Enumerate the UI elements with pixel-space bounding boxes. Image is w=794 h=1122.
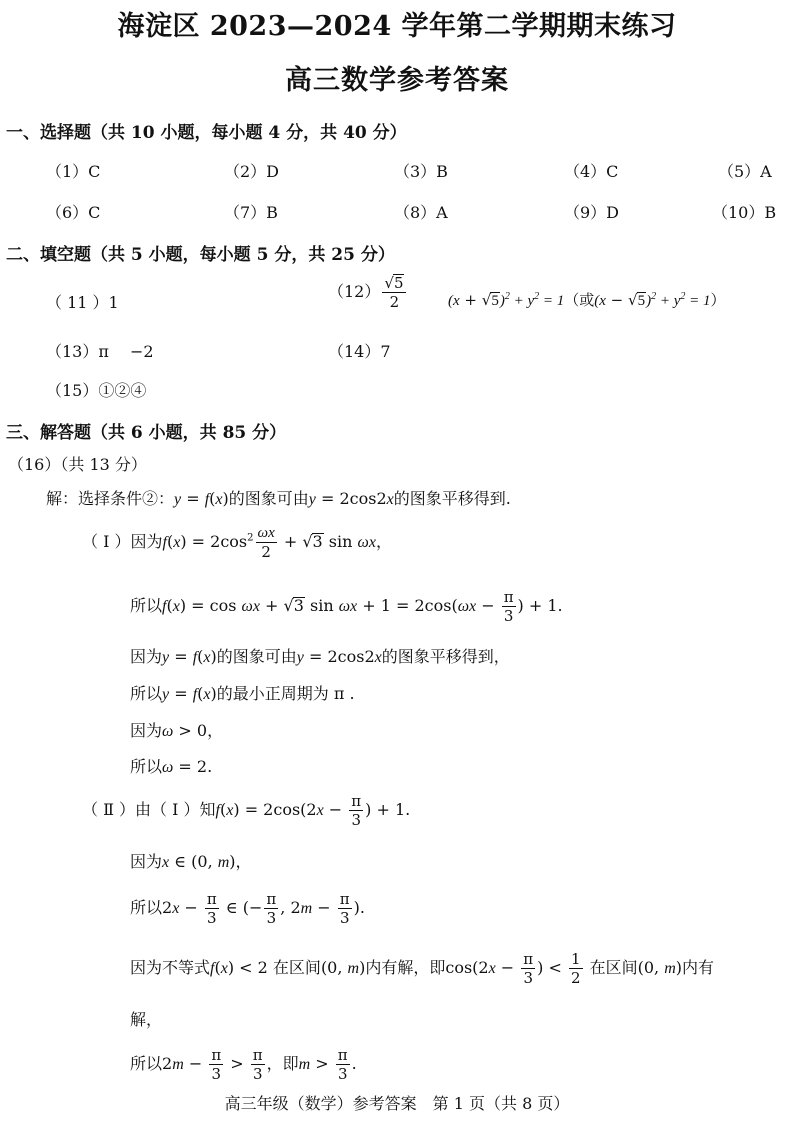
part-1-omega-positive: 因为ω > 0， [130, 721, 224, 740]
answer-12 [328, 274, 408, 311]
section-heading-fill: 二、填空题（共 5 小题，每小题 5 分，共 25 分） [6, 245, 395, 265]
part-2-domain: 因为x ∈ (0, m)， [130, 852, 252, 871]
answer-12-label: （12） [328, 282, 381, 301]
solution-intro: 解：选择条件②：y = f(x)的图象可由y = 2cos2x的图象平移得到. [46, 489, 511, 508]
answer-4: （4）C [564, 162, 619, 181]
part-2-inequality: 因为不等式f(x) < 2 在区间(0, m)内有解，即cos(2x − $\frac{\pi}{3}$ ) < $\frac{1}{2}$ 在区间(0, m)内有 [130, 950, 715, 987]
part-2-given: （ Ⅱ ）由（ Ⅰ ）知f(x) = 2cos(2x − $\frac{\pi}{3}$ ) + 1. [82, 792, 411, 829]
part-2-conclusion: 所以2m − $\frac{\pi}{3}$ > $\frac{\pi}{3}$ ，即m > $\frac{\pi}{3}$ . [130, 1046, 357, 1083]
section-heading-choice: 一、选择题（共 10 小题，每小题 4 分，共 40 分） [6, 123, 407, 143]
answer-6: （6）C [46, 203, 101, 222]
question-16-header: （16）（共 13 分） [8, 455, 147, 474]
answer-13: （13）π −2 [46, 342, 154, 361]
answer-8: （8）A [394, 203, 448, 222]
part-2-continuation: 解， [130, 1010, 163, 1029]
answer-5: （5）A [718, 162, 772, 181]
part-1-line-3: 因为y = f(x)的图象可由y = 2cos2x的图象平移得到， [130, 647, 510, 666]
answer-3: （3）B [394, 162, 448, 181]
part-2-range: 所以2x − $\frac{\pi}{3}$ ∈ (− $\frac{\pi}{3}$ , 2m − $\frac{\pi}{3}$ ). [130, 890, 365, 927]
part-1-omega-value: 所以ω = 2. [130, 757, 213, 776]
document-title: 海淀区 2023—2024 学年第二学期期末练习 [117, 11, 677, 42]
answer-1: （1）C [46, 162, 101, 181]
part-1-period: 所以y = f(x)的最小正周期为 π . [130, 684, 355, 703]
answer-10: （10）B [712, 203, 777, 222]
sqrt5-over-2-fraction: $\frac{√5}{2}$ [382, 274, 406, 311]
page-footer: 高三年级（数学）参考答案 第 1 页（共 8 页） [224, 1094, 570, 1113]
answer-2: （2）D [224, 162, 280, 181]
answer-12-close: ） [710, 291, 726, 309]
document-subtitle: 高三数学参考答案 [285, 65, 509, 96]
answer-12-equation: $(x + √5)^2 + y^2 = 1$（或$(x - √5)^2 + y^2 = 1$） [448, 291, 726, 309]
answer-7: （7）B [224, 203, 278, 222]
section-heading-solve: 三、解答题（共 6 小题，共 85 分） [6, 423, 287, 443]
answer-9: （9）D [564, 203, 620, 222]
answer-12-or: （或 [564, 291, 595, 309]
part-1-given: （ Ⅰ ）因为$f(x) = 2\cos^2$ $\frac{\omega x}{2}$ + √3 sin ωx， [82, 525, 392, 561]
answer-14: （14）7 [328, 342, 391, 361]
answer-15: （15）①②④ [46, 381, 147, 400]
part-1-simplify: 所以f(x) = cos ωx + √3 sin ωx + 1 = 2cos(ωx − $\frac{\pi}{3}$ ) + 1. [130, 588, 563, 625]
answer-11: （ 11 ）1 [46, 293, 119, 312]
